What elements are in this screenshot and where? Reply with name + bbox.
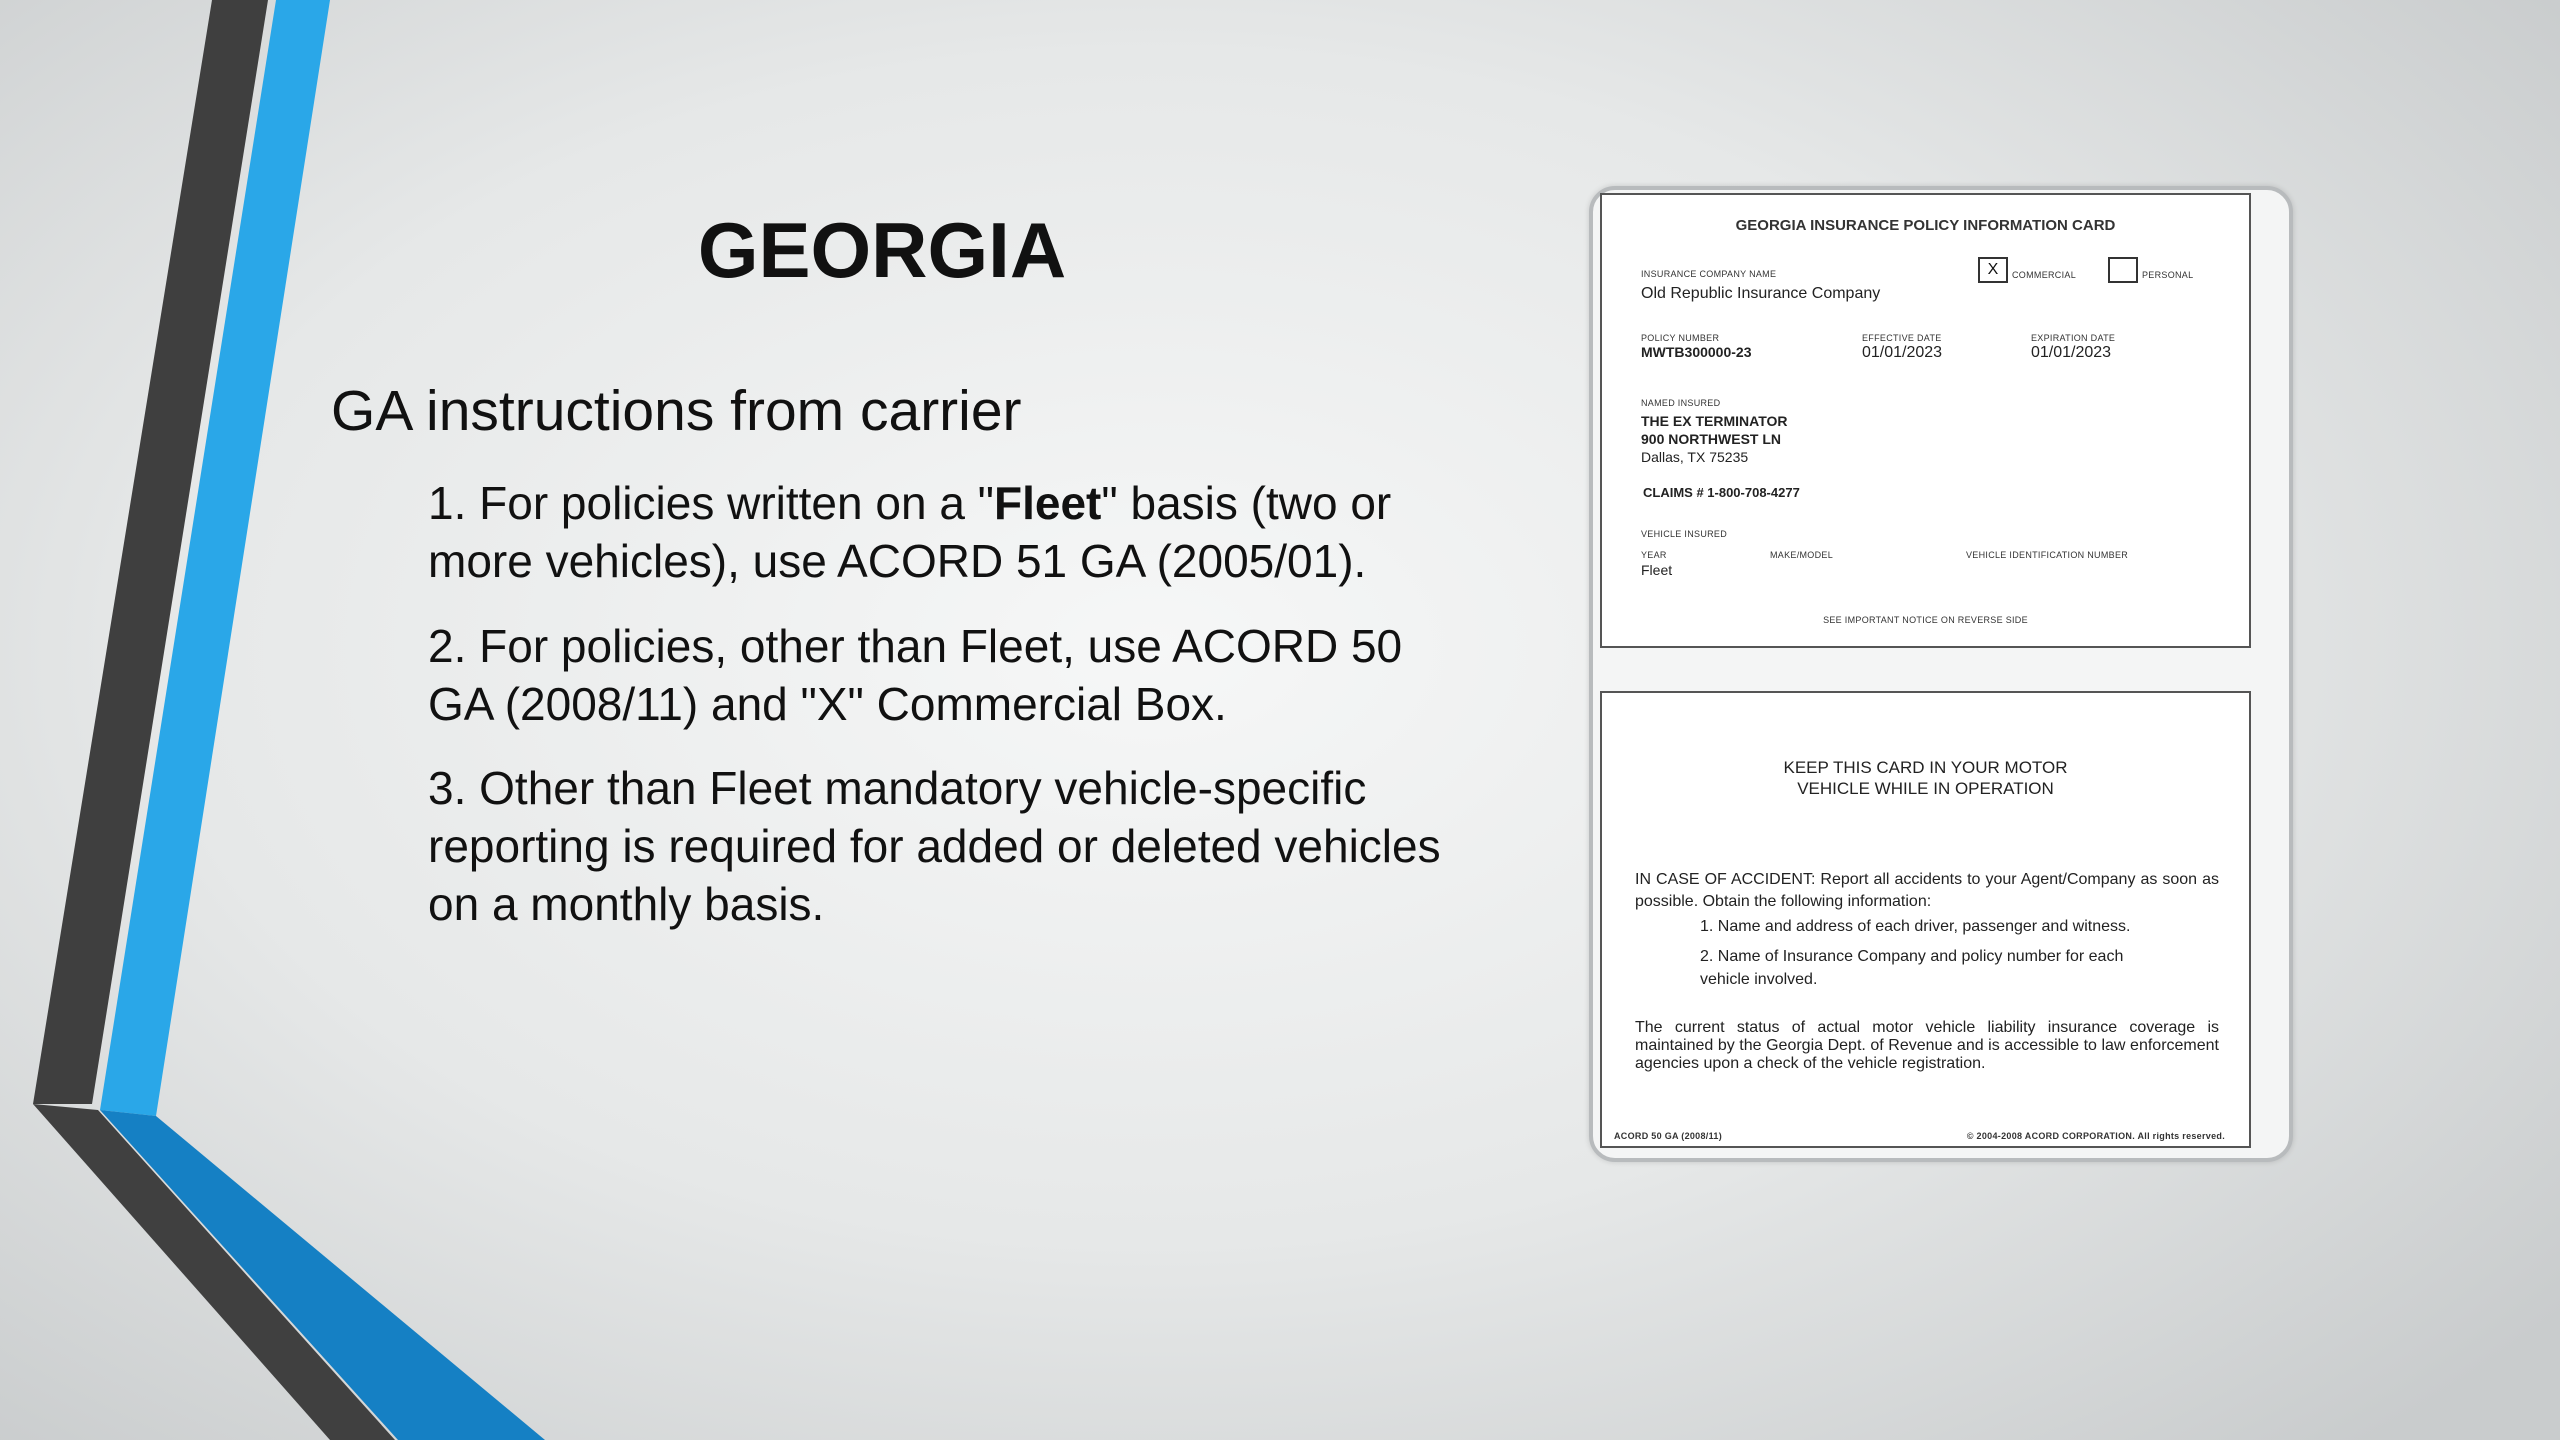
item-bold-text: Fleet: [994, 477, 1102, 529]
personal-checkbox: [2108, 257, 2138, 283]
effective-label: EFFECTIVE DATE: [1862, 333, 1942, 343]
claims-number: CLAIMS # 1-800-708-4277: [1643, 485, 1800, 500]
slide-subtitle: GA instructions from carrier: [331, 379, 1022, 443]
item-text: " basis (two or more vehicles), use ACORD 51 GA (2005/01).: [428, 477, 1392, 587]
card-back: [1600, 691, 2251, 1148]
form-number: ACORD 50 GA (2008/11): [1614, 1131, 1723, 1141]
accident-item-1: 1. Name and address of each driver, passenger and witness.: [1700, 918, 2131, 935]
keep-line: KEEP THIS CARD IN YOUR MOTOR: [1783, 758, 2068, 777]
named-insured-line: Dallas, TX 75235: [1641, 449, 1749, 465]
vehicle-insured-label: VEHICLE INSURED: [1641, 529, 1728, 539]
item-text: 1. For policies written on a ": [428, 477, 995, 529]
copyright: © 2004-2008 ACORD CORPORATION. All rights reserved.: [1966, 1131, 2225, 1141]
personal-label: PERSONAL: [2142, 270, 2194, 280]
commercial-checkbox: X: [1978, 257, 2008, 283]
policy-label: POLICY NUMBER: [1641, 333, 1720, 343]
named-insured-label: NAMED INSURED: [1641, 398, 1721, 408]
instruction-item-1: [428, 474, 1478, 590]
vin-label: VEHICLE IDENTIFICATION NUMBER: [1966, 550, 2129, 560]
year-label: YEAR: [1641, 550, 1667, 560]
slide-title: GEORGIA: [697, 206, 1067, 294]
card-title: GEORGIA INSURANCE POLICY INFORMATION CARD: [1735, 217, 2116, 234]
keep-card-notice: [1602, 757, 2249, 799]
named-insured-line: 900 NORTHWEST LN: [1641, 431, 1782, 447]
expiration-value: 01/01/2023: [2031, 344, 2112, 361]
commercial-label: COMMERCIAL: [2012, 270, 2077, 280]
expiration-label: EXPIRATION DATE: [2031, 333, 2116, 343]
card-front: [1600, 193, 2251, 648]
accident-instructions: IN CASE OF ACCIDENT: Report all accidents to your Agent/Company as soon as possible. Obtain the following information:: [1635, 871, 2219, 910]
company-value: Old Republic Insurance Company: [1641, 285, 1881, 302]
make-model-label: MAKE/MODEL: [1770, 550, 1834, 560]
keep-line: VEHICLE WHILE IN OPERATION: [1797, 779, 2054, 798]
policy-value: MWTB300000-23: [1641, 344, 1752, 360]
accident-item-2: 2. Name of Insurance Company and policy number for each vehicle involved.: [1700, 948, 2124, 988]
effective-value: 01/01/2023: [1862, 344, 1943, 361]
coverage-status-text: The current status of actual motor vehicle liability insurance coverage is maintained by the Georgia Dept. of Revenue and is accessible to law enforcement agencies upon a check of the vehicle registration.: [1635, 1019, 2219, 1072]
company-label: INSURANCE COMPANY NAME: [1641, 269, 1777, 279]
year-value: Fleet: [1641, 562, 1673, 578]
instruction-item-3: 3. Other than Fleet mandatory vehicle-specific reporting is required for added or deleted vehicles on a monthly basis.: [428, 762, 1441, 930]
instruction-item-2: 2. For policies, other than Fleet, use ACORD 50 GA (2008/11) and "X" Commercial Box.: [428, 620, 1403, 730]
reverse-side-notice: SEE IMPORTANT NOTICE ON REVERSE SIDE: [1823, 615, 2028, 625]
named-insured-line: THE EX TERMINATOR: [1641, 413, 1788, 429]
